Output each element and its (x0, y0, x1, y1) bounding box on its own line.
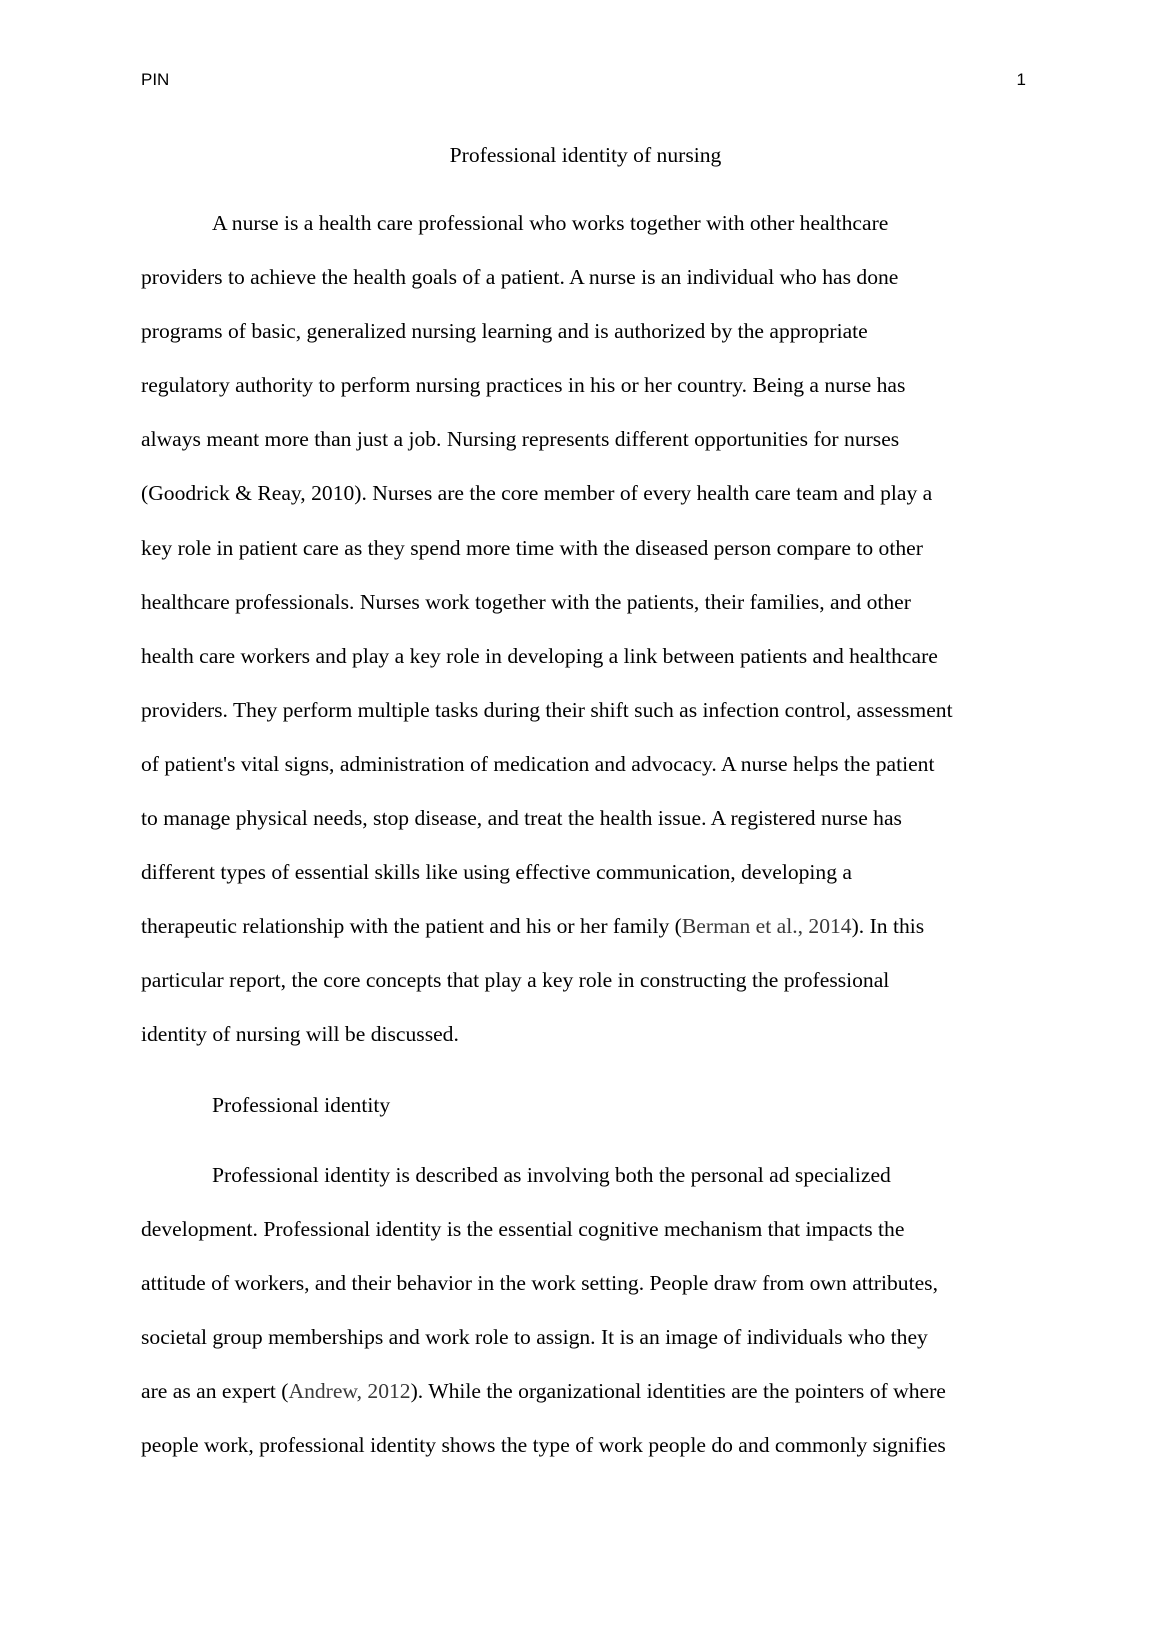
text-segment: ). In this (851, 914, 925, 939)
text-segment: are as an expert ( (141, 1378, 289, 1403)
text-line: to manage physical needs, stop disease, and treat the health issue. A registered nurse has (141, 806, 902, 831)
text-line: always meant more than just a job. Nursing represents different opportunities for nurses (141, 427, 900, 452)
text-line: different types of essential skills like using effective communication, developing a (141, 860, 853, 885)
paragraph-professional-identity (141, 1148, 1030, 1473)
text-segment: ). While the organizational identities are the pointers of where (410, 1378, 946, 1403)
text-line: people work, professional identity shows the type of work people do and commonly signifies (141, 1432, 946, 1457)
citation: Berman et al., 2014 (681, 914, 852, 939)
text-line: Professional identity is described as involving both the personal ad specialized (212, 1162, 891, 1187)
text-line: health care workers and play a key role in developing a link between patients and healthcare (141, 643, 938, 668)
citation: Andrew, 2012 (288, 1378, 411, 1403)
running-head: PIN (141, 70, 170, 89)
text-line: development. Professional identity is the essential cognitive mechanism that impacts the (141, 1216, 905, 1241)
text-line: attitude of workers, and their behavior in the work setting. People draw from own attributes, (141, 1270, 938, 1295)
text-line: A nurse is a health care professional who works together with other healthcare (212, 211, 889, 235)
paragraph-introduction (141, 196, 1030, 1062)
section-heading: Professional identity (212, 1092, 391, 1117)
text-segment: therapeutic relationship with the patient and his or her family ( (141, 914, 682, 939)
text-line: of patient's vital signs, administration of medication and advocacy. A nurse helps the patient (141, 751, 935, 776)
text-line: regulatory authority to perform nursing practices in his or her country. Being a nurse has (141, 373, 906, 398)
document-body (141, 128, 1030, 1472)
text-line: identity of nursing will be discussed. (141, 1022, 459, 1047)
text-line: providers to achieve the health goals of a patient. A nurse is an individual who has done (141, 265, 899, 290)
text-line (141, 899, 1030, 953)
text-line: particular report, the core concepts that play a key role in constructing the professional (141, 968, 890, 993)
page-number: 1 (1016, 70, 1026, 89)
text-line: providers. They perform multiple tasks during their shift such as infection control, assessment (141, 697, 953, 722)
document-title: Professional identity of nursing (449, 143, 722, 167)
text-line (141, 1364, 1030, 1418)
text-line: programs of basic, generalized nursing learning and is authorized by the appropriate (141, 319, 868, 344)
text-line: key role in patient care as they spend more time with the diseased person compare to other (141, 535, 923, 560)
text-line: (Goodrick & Reay, 2010). Nurses are the core member of every health care team and play a (141, 481, 933, 506)
text-line: healthcare professionals. Nurses work together with the patients, their families, and other (141, 589, 911, 614)
text-line: societal group memberships and work role to assign. It is an image of individuals who they (141, 1324, 928, 1349)
